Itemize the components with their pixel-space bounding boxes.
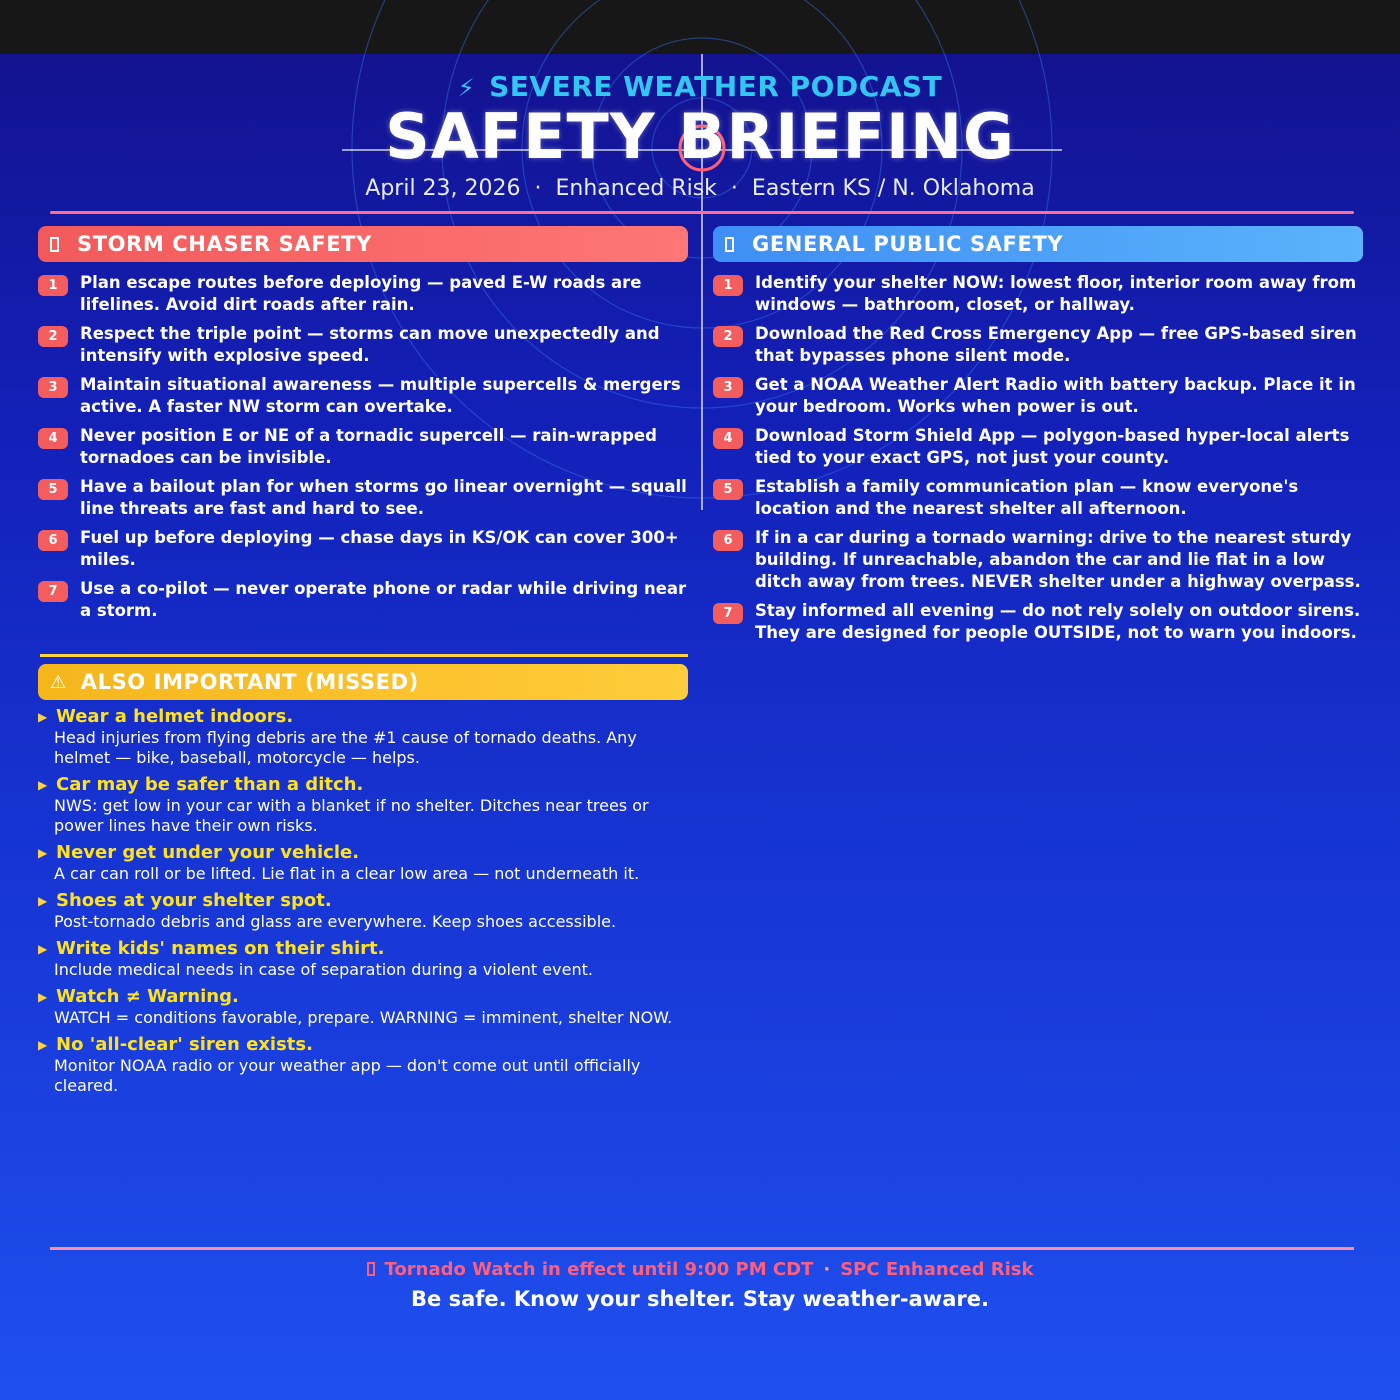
warning-icon: ⚠ [50,671,67,693]
item-text: Maintain situational awareness — multiple supercells & mergers active. A faster NW storm can overtake. [80,375,681,416]
item-number-badge: 2 [38,326,68,347]
meta-separator: · [730,176,738,201]
footer-alert [0,1259,1400,1280]
important-body: Include medical needs in case of separation during a violent event. [54,960,593,979]
important-heading: Write kids' names on their shirt. [56,938,385,959]
item-number-badge: 4 [713,428,743,449]
item-number-badge: 1 [713,275,743,296]
item-number-badge: 7 [38,581,68,602]
list-item [38,476,688,520]
general-public-banner: GENERAL PUBLIC SAFETY [713,226,1363,262]
list-item [713,323,1363,367]
important-item [38,890,688,932]
important-body: Head injuries from flying debris are the #1 cause of tornado deaths. Any helmet — bike, baseball, motorcycle — helps. [54,728,637,767]
important-body: Post-tornado debris and glass are everywhere. Keep shoes accessible. [54,912,617,931]
footer-divider [50,1247,1354,1250]
list-item [38,272,688,316]
item-number-badge: 7 [713,603,743,624]
footer-tagline: Be safe. Know your shelter. Stay weather-aware. [411,1287,989,1311]
list-item [713,425,1363,469]
meta-separator: · [534,176,542,201]
item-number-badge: 6 [713,530,743,551]
item-text: Identify your shelter NOW: lowest floor, interior room away from windows — bathroom, closet, or hallway. [755,273,1357,314]
list-item [713,600,1363,644]
list-item [38,425,688,469]
podcast-subtitle: ⚡ SEVERE WEATHER PODCAST [457,70,943,103]
briefing-date: April 23, 2026 [365,176,521,201]
item-text: Plan escape routes before deploying — paved E-W roads are lifelines. Avoid dirt roads after rain. [80,273,642,314]
storm-chaser-list [38,272,688,622]
list-item [38,527,688,571]
important-item [38,1034,688,1096]
important-item [38,938,688,980]
item-number-badge: 6 [38,530,68,551]
item-text: Download Storm Shield App — polygon-based hyper-local alerts tied to your exact GPS, not just your county. [755,426,1350,467]
item-text: If in a car during a tornado warning: drive to the nearest sturdy building. If unreachable, abandon the car and lie flat in a low ditch away from trees. NEVER shelter under a highway overpass. [755,528,1361,591]
page-title: SAFETY BRIEFING [385,100,1015,173]
item-number-badge: 2 [713,326,743,347]
item-text: Use a co-pilot — never operate phone or radar while driving near a storm. [80,579,687,620]
important-divider [40,654,688,657]
important-body: WATCH = conditions favorable, prepare. WARNING = imminent, shelter NOW. [54,1008,673,1027]
item-text: Stay informed all evening — do not rely solely on outdoor sirens. They are designed for people OUTSIDE, not to warn you indoors. [755,601,1361,642]
item-number-badge: 1 [38,275,68,296]
item-number-badge: 4 [38,428,68,449]
briefing-region: Eastern KS / N. Oklahoma [751,176,1035,201]
also-important-section [38,664,688,1096]
storm-chaser-banner: STORM CHASER SAFETY [38,226,688,262]
important-heading: Shoes at your shelter spot. [56,890,332,911]
item-text: Get a NOAA Weather Alert Radio with battery backup. Place it in your bedroom. Works when power is out. [755,375,1356,416]
item-text: Download the Red Cross Emergency App — free GPS-based siren that bypasses phone silent mode. [755,324,1357,365]
important-body: A car can roll or be lifted. Lie flat in a clear low area — not underneath it. [54,864,640,883]
house-icon [725,237,734,252]
item-text: Respect the triple point — storms can move unexpectedly and intensify with explosive speed. [80,324,660,365]
important-item [38,986,688,1028]
item-text: Establish a family communication plan — know everyone's location and the nearest shelter all afternoon. [755,477,1299,518]
storm-chaser-section [38,226,688,629]
item-text: Fuel up before deploying — chase days in KS/OK can cover 300+ miles. [80,528,679,569]
important-heading: Never get under your vehicle. [56,842,360,863]
footer-separator: · [823,1259,831,1280]
triangle-bullet-icon: ▶ [38,846,48,860]
general-public-list [713,272,1363,644]
list-item [713,527,1363,593]
triangle-bullet-icon: ▶ [38,1038,48,1052]
list-item [38,374,688,418]
lightning-bolt-icon: ⚡ [457,74,476,102]
list-item [713,272,1363,316]
important-item [38,774,688,836]
important-item [38,706,688,768]
list-item [38,323,688,367]
important-body: Monitor NOAA radio or your weather app — don't come out until officially cleared. [54,1056,641,1095]
important-heading: No 'all-clear' siren exists. [56,1034,313,1055]
alert-icon [367,1262,375,1276]
item-number-badge: 3 [38,377,68,398]
triangle-bullet-icon: ▶ [38,710,48,724]
important-heading: Watch ≠ Warning. [56,986,239,1007]
spc-risk-text: SPC Enhanced Risk [840,1259,1034,1280]
general-public-section [713,226,1363,651]
important-heading: Car may be safer than a ditch. [56,774,364,795]
triangle-bullet-icon: ▶ [38,990,48,1004]
briefing-risk: Enhanced Risk [555,176,717,201]
triangle-bullet-icon: ▶ [38,894,48,908]
top-black-bar [0,0,1400,54]
tornado-watch-text: Tornado Watch in effect until 9:00 PM CDT [384,1259,814,1280]
item-number-badge: 3 [713,377,743,398]
triangle-bullet-icon: ▶ [38,942,48,956]
item-number-badge: 5 [713,479,743,500]
important-item [38,842,688,884]
list-item [38,578,688,622]
important-heading: Wear a helmet indoors. [56,706,294,727]
list-item [713,374,1363,418]
item-text: Never position E or NE of a tornadic supercell — rain-wrapped tornadoes can be invisible. [80,426,657,467]
also-important-banner: ⚠ ALSO IMPORTANT (MISSED) [38,664,688,700]
item-number-badge: 5 [38,479,68,500]
triangle-bullet-icon: ▶ [38,778,48,792]
header-divider [50,211,1354,214]
tornado-icon [50,237,59,252]
list-item [713,476,1363,520]
briefing-meta [0,176,1400,201]
item-text: Have a bailout plan for when storms go linear overnight — squall line threats are fast and hard to see. [80,477,687,518]
important-body: NWS: get low in your car with a blanket if no shelter. Ditches near trees or power lines have their own risks. [54,796,649,835]
